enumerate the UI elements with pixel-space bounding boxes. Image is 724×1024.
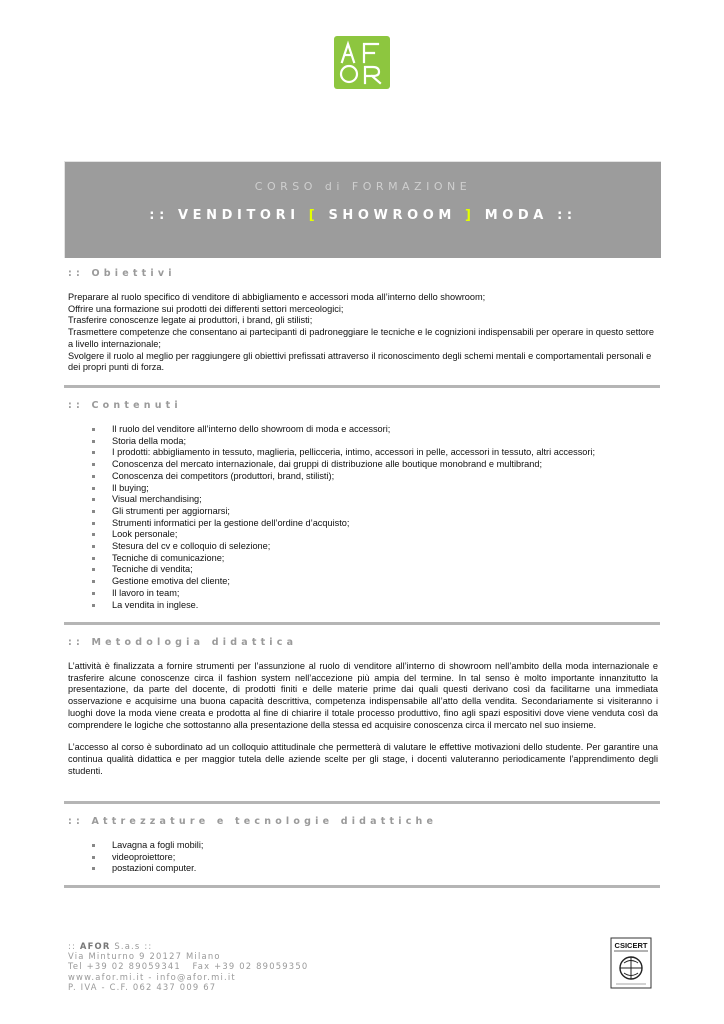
csicert-label: CSICERT bbox=[614, 941, 648, 950]
section-title-metodologia: :: Metodologia didattica bbox=[68, 637, 298, 648]
list-item: Gli strumenti per aggiornarsi; bbox=[112, 506, 658, 518]
afor-logo-mark bbox=[334, 36, 390, 89]
footer-web: www.afor.mi.it - info@afor.mi.it bbox=[68, 971, 236, 982]
contenuti-list bbox=[68, 424, 658, 611]
section-title-attrezzature: :: Attrezzature e tecnologie didattiche bbox=[68, 816, 438, 827]
banner-title-suffix: MODA :: bbox=[475, 208, 577, 223]
list-item: Conoscenza dei competitors (produttori, brand, stilisti); bbox=[112, 471, 658, 483]
section-divider bbox=[64, 885, 660, 888]
banner-bracket-close: ] bbox=[465, 208, 476, 223]
banner-subtitle: CORSO di FORMAZIONE bbox=[254, 180, 472, 193]
list-item: Il lavoro in team; bbox=[112, 588, 658, 600]
footer-company-prefix: :: bbox=[68, 941, 80, 951]
footer-company-suffix: S.a.s :: bbox=[110, 941, 153, 951]
section-obiettivi bbox=[68, 268, 658, 374]
metodologia-paragraph-1: L’attività è finalizzata a fornire strumenti per l’assunzione al ruolo di venditore all’interno di showroom nell’ambito della moda internazionale e trasferire alcune conoscenze circa il fashion system nell’accezione più ampia del termine. In tal senso è molto importante innanzitutto la presentazione, da parte del docente, di prodotti finiti e delle materie prime dai quali questi derivano così da facilitarne una immediata osservazione e acquisirne una buona capacità descrittiva, competenza indispensabile all’atto della vendita. Secondariamente si visiteranno i luoghi dove la moda viene creata e prodotta al fine di chiarire il totale processo produttivo, fino agli spazi espositivi dove viene venduta così da comprendere le logiche che sottostanno alla presentazione della stessa ed acquisire conoscenza circa il mercato nel suo insieme. bbox=[68, 661, 658, 730]
list-item: Storia della moda; bbox=[112, 436, 658, 448]
list-item: Il ruolo del venditore all’interno dello showroom di moda e accessori; bbox=[112, 424, 658, 436]
list-item: Lavagna a fogli mobili; bbox=[112, 840, 658, 852]
course-banner bbox=[64, 161, 661, 258]
footer-company bbox=[68, 941, 368, 951]
section-attrezzature bbox=[68, 816, 658, 875]
banner-bracket-open: [ bbox=[308, 208, 320, 223]
list-item: Stesura del cv e colloquio di selezione; bbox=[112, 541, 658, 553]
section-contenuti bbox=[68, 400, 658, 611]
list-item: Tecniche di comunicazione; bbox=[112, 553, 658, 565]
section-title-obiettivi: :: Obiettivi bbox=[68, 268, 176, 279]
footer-phone: Tel +39 02 89059341 Fax +39 02 89059350 bbox=[68, 961, 309, 972]
obiettivi-paragraph: Preparare al ruolo specifico di venditore di abbigliamento e accessori moda all’interno dello showroom; Offrire una formazione sui prodotti dei differenti settori merceologici; Trasferire conoscenze legate ai produttori, i brand, gli stilisti; Trasmettere competenze che consentano ai partecipanti di padroneggiare le tecniche e le cognizioni indispensabili per operare in questo settore a livello internazionale; Svolgere il ruolo al meglio per raggiungere gli obiettivi prefissati attraverso il riconoscimento degli schemi mentali e comportamentali personali e dei propri punti di forza. bbox=[68, 292, 654, 373]
list-item: I prodotti: abbigliamento in tessuto, maglieria, pellicceria, intimo, accessori in pelle, accessori in tessuto, altri accessori; bbox=[112, 447, 658, 459]
banner-title-prefix: :: VENDITORI bbox=[149, 208, 309, 223]
footer-address: Via Minturno 9 20127 Milano bbox=[68, 951, 221, 962]
section-metodologia bbox=[68, 637, 658, 777]
section-title-contenuti: :: Contenuti bbox=[68, 400, 182, 411]
banner-title bbox=[65, 208, 661, 223]
company-footer bbox=[68, 941, 368, 992]
section-divider bbox=[64, 622, 660, 625]
section-divider bbox=[64, 801, 660, 804]
list-item: postazioni computer. bbox=[112, 863, 658, 875]
list-item: La vendita in inglese. bbox=[112, 600, 658, 612]
metodologia-paragraph-2: L’accesso al corso è subordinato ad un colloquio attitudinale che permetterà di valutare le effettive motivazioni dello studente. Per garantire una continua qualità didattica e per maggior tutela delle aziende scelte per gli stage, i docenti valuteranno periodicamente l’apprendimento degli studenti. bbox=[68, 742, 658, 776]
list-item: Il buying; bbox=[112, 483, 658, 495]
afor-logo bbox=[334, 36, 390, 89]
footer-vat: P. IVA - C.F. 062 437 009 67 bbox=[68, 981, 217, 992]
attrezzature-list bbox=[68, 840, 658, 875]
list-item: Look personale; bbox=[112, 529, 658, 541]
list-item: Tecniche di vendita; bbox=[112, 564, 658, 576]
list-item: Strumenti informatici per la gestione dell’ordine d’acquisto; bbox=[112, 518, 658, 530]
banner-title-middle: SHOWROOM bbox=[319, 208, 466, 223]
csicert-logo bbox=[610, 937, 652, 989]
list-item: videoproiettore; bbox=[112, 852, 658, 864]
list-item: Conoscenza del mercato internazionale, dai gruppi di distribuzione alle boutique monobrand e multibrand; bbox=[112, 459, 658, 471]
section-divider bbox=[64, 385, 660, 388]
footer-company-name: AFOR bbox=[79, 941, 111, 951]
list-item: Gestione emotiva del cliente; bbox=[112, 576, 658, 588]
csicert-mark bbox=[610, 937, 652, 989]
list-item: Visual merchandising; bbox=[112, 494, 658, 506]
